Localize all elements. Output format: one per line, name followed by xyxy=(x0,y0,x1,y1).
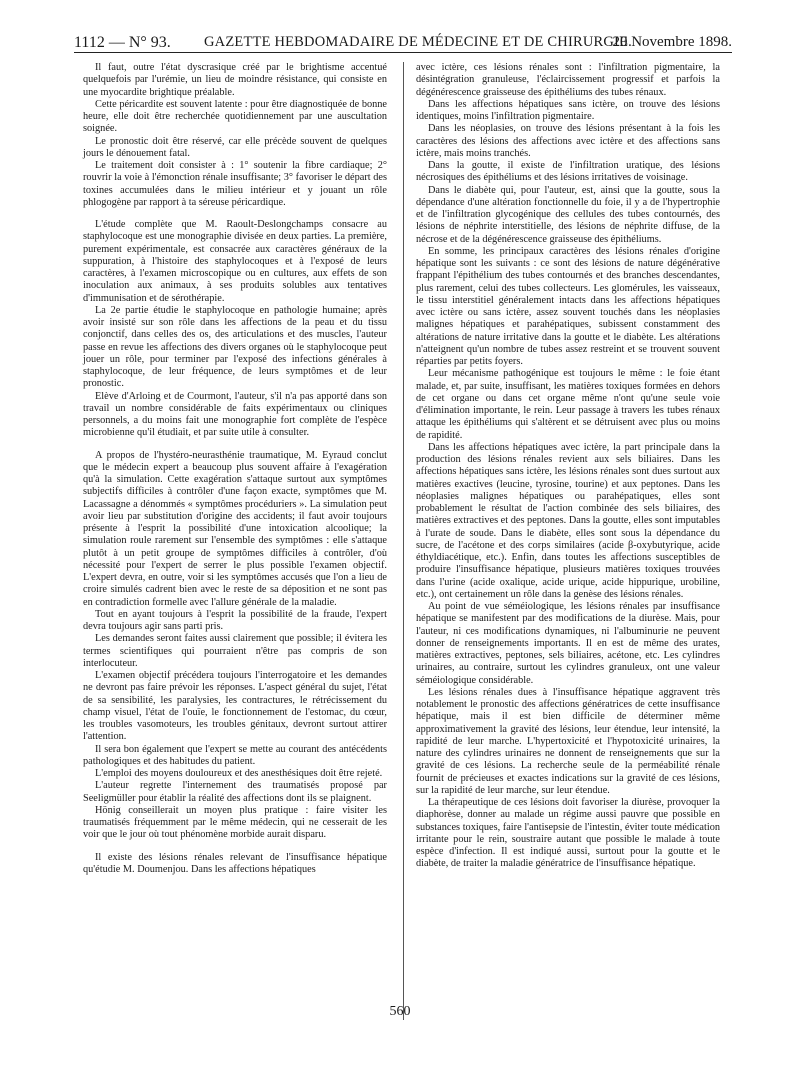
paragraph: Il sera bon également que l'expert se mette au courant des antécédents pathologiques et des habitudes du patient. xyxy=(83,743,387,767)
right-column xyxy=(416,62,720,871)
page-folio: 560 xyxy=(389,1004,411,1019)
paragraph: Le traitement doit consister à : 1° soutenir la fibre cardiaque; 2° rouvrir la voie à l'émonction rénale insuffisante; 3° favoriser le départ des toxines accumulées dans le milieu intérieur et y jouant un rôle phlogogène par rapport à ta séreuse péricardique. xyxy=(83,160,387,208)
paragraph: Les demandes seront faites aussi clairement que possible; il évitera les termes scientifiques qui pourraient n'être pas compris de son interlocuteur. xyxy=(83,633,387,669)
paragraph: En somme, les principaux caractères des lésions rénales d'origine hépatique sont les suivants : ce sont des lésions de nature dégénérative frappant l'épithélium des tubes contournés et des branches descendantes, plus rarement, celui des tubes collecteurs. Les glomérules, les vaisseaux, le tissu interstitiel généralement intacts dans les affections hépatiques avec ictère ou sans ictère, assez souvent touchés dans les néoplasies malignes hépatiques et parahépatiques, subissent constamment des altérations de nature irritative dans la goutte et le diabète. Les altérations n'atteignent qu'un nombre de tubes assez restreint et se trouvent souvent réparties par petits foyers. xyxy=(416,245,720,367)
paragraph: Elève d'Arloing et de Courmont, l'auteur, s'il n'a pas apporté dans son travail un nombre considérable de faits expérimentaux ou cliniques personnels, a du moins fait une monographie fort complète de l'espèce microbienne qu'il étudiait, et par suite utile à consulter. xyxy=(83,390,387,439)
paragraph: avec ictère, ces lésions rénales sont : l'infiltration pigmentaire, la désintégration granuleuse, l'éclaircissement progressif et parfois la dégénérescence graisseuse des épithéliums des tubes rénaux. xyxy=(416,62,720,98)
left-column xyxy=(83,62,387,876)
paragraph: L'étude complète que M. Raoult-Deslongchamps consacre au staphylocoque est une monographie divisée en deux parties. La première, purement expérimentale, est consacrée aux caractères généraux de la suppuration, à l'histoire des staphylocoques et à l'exposé de leurs caractères, à l'examen microscopique ou en cultures, aux effets de son inoculation aux animaux, à ses produits solubles aux tentatives d'immunisation et de sérothérapie. xyxy=(83,219,387,304)
paragraph: Dans la goutte, il existe de l'infiltration uratique, des lésions nécrosiques des épithéliums et des lésions irritatives de voisinage. xyxy=(416,160,720,184)
paragraph: Il existe des lésions rénales relevant de l'insuffisance hépatique qu'étudie M. Doumenjou. Dans les affections hépatiques xyxy=(83,851,387,875)
paragraph: Au point de vue séméiologique, les lésions rénales par insuffisance hépatique se manifestent par des modifications de la diurèse. Mais, pour l'auteur, ni ces modifications dynamiques, ni l'albuminurie ne peuvent donner de renseignements importants. Il en est de même des urates, matières extractives, peptones, sels biliaires, acétone, etc. Les cylindres urinaires, au contraire, surtout les cylindres granuleux, ont une valeur séméiologique considérable. xyxy=(416,601,720,686)
paragraph: La thérapeutique de ces lésions doit favoriser la diurèse, provoquer la diaphorèse, donner au malade un régime aussi pauvre que possible en substances toxiques, faire l'antisepsie de l'intestin, éviter toute médication irritante pour le rein, soustraire autant que possible le malade à toute espèce d'infection. Il est indiqué aussi, surtout pour la goutte et le diabète, de traiter la maladie génératrice de l'insuffisance hépatique. xyxy=(416,797,720,870)
paragraph: La 2e partie étudie le staphylocoque en pathologie humaine; après avoir insisté sur son rôle dans les affections de la peau et du tissu conjonctif, dans celles des os, des articulations et des muscles, l'auteur passe en revue les affections des divers organes où le staphylocoque peut jouer un rôle, pour terminer par l'exposé des infections générales à staphylocoque, de leur fréquence, de leurs symptômes et de leur pronostic. xyxy=(83,304,387,390)
page-issue-number: 1112 — N° 93. xyxy=(74,34,171,51)
paragraph: Dans le diabète qui, pour l'auteur, est, ainsi que la goutte, sous la dépendance d'une altération fonctionnelle du foie, il y a de l'hypertrophie et de l'infiltration glycogénique des cellules des tubes contournés, des lésions de néphrite interstitielle, des lésions de néphrite diffuse, de la nécrose et de la dégénérescence graisseuse des épithéliums. xyxy=(416,184,720,245)
paragraph: Tout en ayant toujours à l'esprit la possibilité de la fraude, l'expert devra toujours agir sans parti pris. xyxy=(83,608,387,632)
paragraph: L'examen objectif précédera toujours l'interrogatoire et les demandes ne devront pas faire prévoir les réponses. L'aspect général du sujet, l'état de sa sensibilité, les paralysies, les contractures, le rétrécissement du champ visuel, l'état de l'ouïe, le fonctionnement de l'estomac, du cœur, les troubles vasomoteurs, les troubles génitaux, devront surtout attirer l'attention. xyxy=(83,670,387,743)
paragraph: A propos de l'hystéro-neurasthénie traumatique, M. Eyraud conclut que le médecin expert a beaucoup plus souvent affaire à l'exagération qu'à la simulation. Cette exagération s'attaque surtout aux symptômes subjectifs difficiles à contrôler d'une façon exacte, symptômes que M. Lacassagne a dénommés « symptômes procéduriers ». La simulation peut avoir lieu par substitution d'origine des accidents; il faut avoir toujours présente à l'esprit la possibilité d'une intoxication alcoolique; la simulation roule rarement sur l'ensemble des symptômes : elle s'attaque plutôt à un petit groupe de symptômes difficiles à contrôler, d'où nécessité pour l'expert de serrer le plus possible l'examen objectif. L'expert devra, en outre, voir si les symptômes accusés que l'on a lieu de croire simulés cadrent bien avec le reste de sa déposition et ne sont pas en contradiction formelle avec l'allure générale de la maladie. xyxy=(83,449,387,608)
paragraph: Cette péricardite est souvent latente : pour être diagnostiquée de bonne heure, elle doit être recherchée quotidiennement par une auscultation soignée. xyxy=(83,98,387,135)
issue-date: 20 Novembre 1898. xyxy=(612,34,732,50)
paragraph: L'auteur regrette l'internement des traumatisés proposé par Seeligmüller pour établir la réalité des affections dont ils se plaignent. xyxy=(83,780,387,804)
running-header xyxy=(74,28,732,54)
paragraph: Dans les néoplasies, on trouve des lésions présentant à la fois les caractères des lésions des affections avec ictère et des affections sans ictère, mais moins tranchés. xyxy=(416,123,720,159)
paragraph: Leur mécanisme pathogénique est toujours le même : le foie étant malade, et, par suite, insuffisant, les matières toxiques formées en dehors de cet organe ou dans cet organe même n'ont qu'une seule voie d'élimination importante, le rein. Leur passage à travers les tubes rénaux attaque les épithéliums qui s'altèrent et se détruisent avec plus ou moins de rapidité. xyxy=(416,368,720,441)
paragraph: L'emploi des moyens douloureux et des anesthésiques doit être rejeté. xyxy=(95,768,383,779)
paragraph: Il faut, outre l'état dyscrasique créé par le brightisme accentué quelquefois par l'urémie, un lieu de moindre résistance, qui consiste en une myocardite brightique préalable. xyxy=(83,62,387,98)
column-divider xyxy=(403,62,404,1020)
journal-title: GAZETTE HEBDOMADAIRE DE MÉDECINE ET DE CHIRURGIE. xyxy=(204,34,632,50)
paragraph: Dans les affections hépatiques avec ictère, la part principale dans la production des lésions rénales revient aux sels biliaires. Dans les affections hépatiques sans ictère, les lésions rénales sont dues surtout aux matières exactives (leucine, tyrosine, tourine) et aux peptones. Dans les néoplasies malignes hépatiques ou parahépatiques, elles sont probablement le résultat de l'action combinée des sels biliaires, des matières extractives et des peptones. Dans la goutte, elles sont imputables à l'urate de soude. Dans le diabète, elles sont sous la dépendance du sucre, de l'acétone et des corps similaires (acide β-oxybutyrique, acide éthyldiacétique, etc.). Enfin, dans toutes les affections susceptibles de produire l'insuffisance hépatique, plusieurs matières toxiques trouvées dans l'urine (acide oxalique, acide urique, acide hippurique, urobiline, etc.), ont certainement un rôle dans la genèse des lésions rénales. xyxy=(416,441,720,600)
paragraph: Hönig conseillerait un moyen plus pratique : faire visiter les traumatisés fréquemment par le même médecin, qui ne cesserait de les voir que le jour où tout phénomène morbide aurait disparu. xyxy=(83,804,387,841)
header-rule xyxy=(74,52,732,53)
paragraph: Le pronostic doit être réservé, car elle précède souvent de quelques jours le dénouement fatal. xyxy=(83,135,387,159)
paragraph: Dans les affections hépatiques sans ictère, on trouve des lésions identiques, moins l'infiltration pigmentaire. xyxy=(416,98,720,122)
paragraph: Les lésions rénales dues à l'insuffisance hépatique aggravent très notablement le pronostic des affections génératrices de cette insuffisance hépatique, mais il est bien difficile de déterminer même approximativement la gravité des lésions, leur étendue, leur intensité, la rapidité de leur marche. L'hypertoxicité et l'hypotoxicité urinaires, la nature des cylindres urinaires ne donnent de renseignements que sur la gravité de ces lésions. La recherche seule de la perméabilité rénale fournit de précieuses et exactes indications sur la gravité de ces lésions, sur la rapidité de leur marche, sur leur étendue. xyxy=(416,686,720,796)
